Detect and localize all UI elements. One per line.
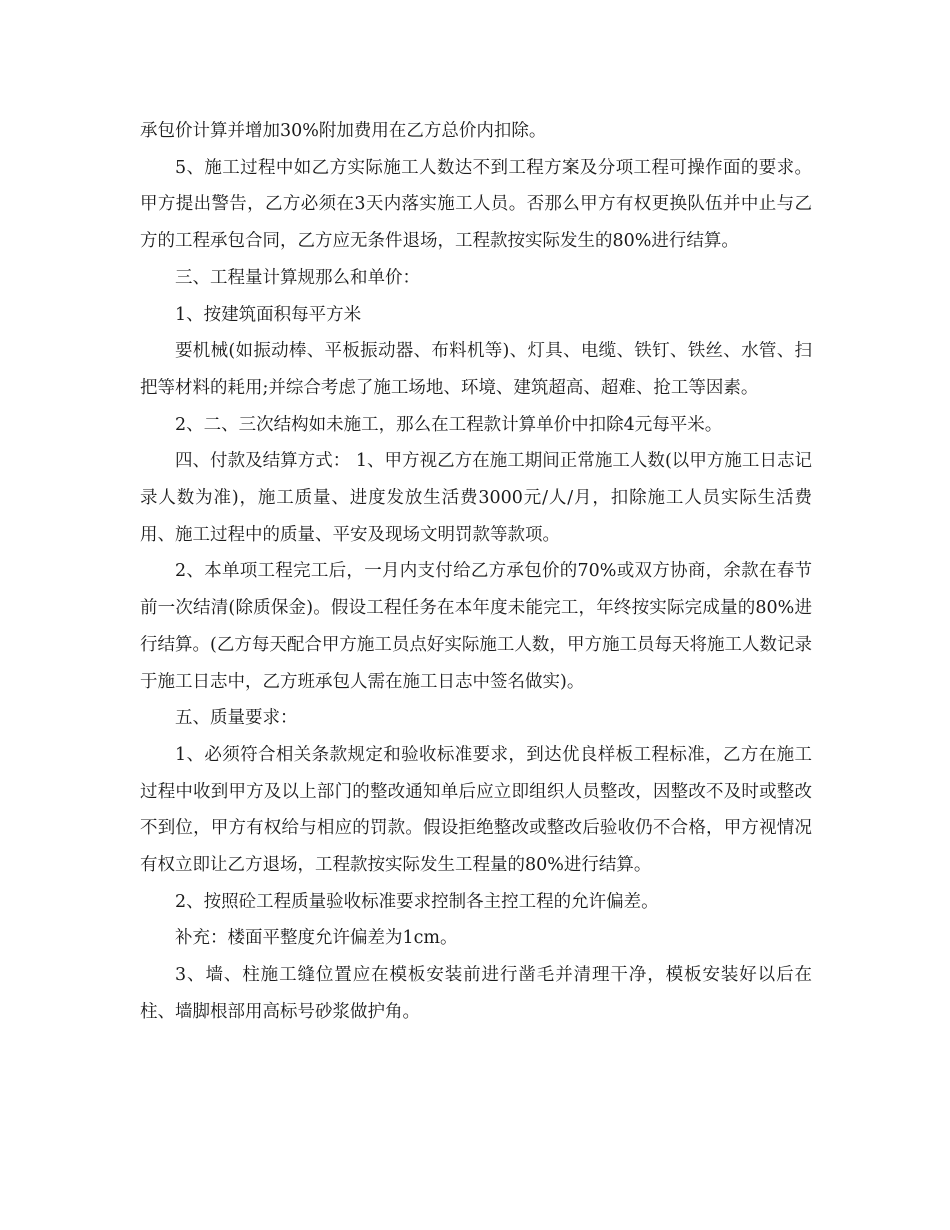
- section-heading-3: 三、工程量计算规那么和单价：: [175, 267, 420, 288]
- paragraph-11: 2、按照砼工程质量验收标准要求控制各主控工程的允许偏差。: [175, 891, 659, 912]
- paragraph-13: 3、墙、柱施工缝位置应在模板安装前进行凿毛并清理干净，模板安装好以后在柱、墙脚根部用高标号砂浆做护角。: [140, 965, 812, 1022]
- paragraph-2: 5、施工过程中如乙方实际施工人数达不到工程方案及分项工程可操作面的要求。甲方提出警告，乙方必须在3天内落实施工人员。否那么甲方有权更换队伍并中止与乙方的工程承包合同，乙方应无条件退场，工程款按实际发生的80%进行结算。: [140, 157, 812, 252]
- paragraph-4: 1、按建筑面积每平方米: [175, 304, 362, 325]
- paragraph-5: 要机械(如振动棒、平板振动器、布料机等)、灯具、电缆、铁钉、铁丝、水管、扫把等材料的耗用;并综合考虑了施工场地、环境、建筑超高、超难、抢工等因素。: [140, 341, 812, 398]
- paragraph-6: 2、二、三次结构如未施工，那么在工程款计算单价中扣除4元每平米。: [175, 414, 723, 435]
- section-heading-4: 四、付款及结算方式： 1、甲方视乙方在施工期间正常施工人数(以甲方施工日志记录人数为准)，施工质量、进度发放生活费3000元/人/月，扣除施工人员实际生活费用、施工过程中的质量、平安及现场文明罚款等款项。: [140, 451, 812, 545]
- paragraph-12: 补充：楼面平整度允许偏差为1cm。: [175, 928, 458, 949]
- document-page: [140, 113, 812, 1031]
- section-heading-5: 五、质量要求：: [175, 708, 298, 729]
- paragraph-1: 承包价计算并增加30%附加费用在乙方总价内扣除。: [140, 121, 547, 141]
- paragraph-10: 1、必须符合相关条款规定和验收标准要求，到达优良样板工程标准，乙方在施工过程中收到甲方及以上部门的整改通知单后应立即组织人员整改，因整改不及时或整改不到位，甲方有权给与相应的罚款。假设拒绝整改或整改后验收仍不合格，甲方视情况有权立即让乙方退场，工程款按实际发生工程量的80%进行结算。: [140, 744, 812, 876]
- paragraph-8: 2、本单项工程完工后，一月内支付给乙方承包价的70%或双方协商，余款在春节前一次结清(除质保金)。假设工程任务在本年度未能完工，年终按实际完成量的80%进行结算。(乙方每天配合甲方施工员点好实际施工人数，甲方施工员每天将施工人数记录于施工日志中，乙方班承包人需在施工日志中签名做实)。: [140, 561, 812, 692]
